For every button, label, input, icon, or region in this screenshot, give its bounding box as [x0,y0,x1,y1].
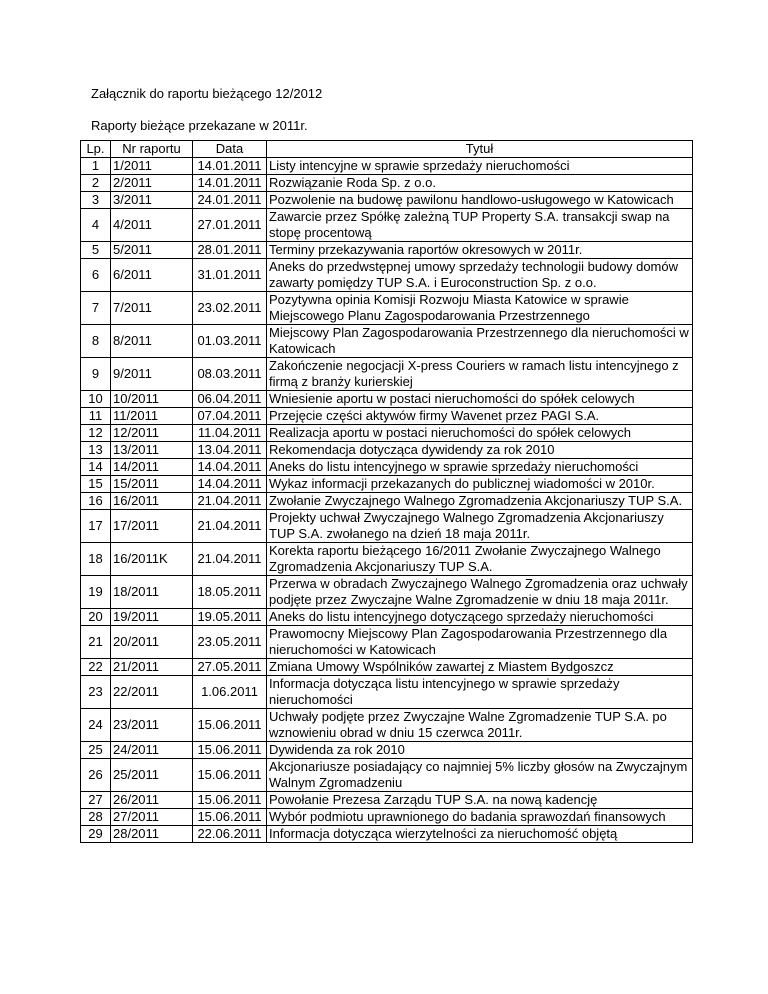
document-subheading: Raporty bieżące przekazane w 2011r. [91,118,308,133]
cell-data: 14.01.2011 [193,175,267,192]
cell-lp: 23 [81,676,111,709]
cell-lp: 16 [81,493,111,510]
table-row [81,158,693,175]
cell-nr-raportu: 9/2011 [111,358,193,391]
cell-nr-raportu: 20/2011 [111,626,193,659]
cell-lp: 26 [81,759,111,792]
cell-tytul: Informacja dotycząca listu intencyjnego w sprawie sprzedaży nieruchomości [267,676,693,709]
cell-tytul: Akcjonariusze posiadający co najmniej 5% liczby głosów na Zwyczajnym Walnym Zgromadzeniu [267,759,693,792]
cell-lp: 4 [81,209,111,242]
cell-tytul: Pozytywna opinia Komisji Rozwoju Miasta Katowice w sprawie Miejscowego Planu Zagospodarowania Przestrzennego [267,292,693,325]
cell-data: 28.01.2011 [193,242,267,259]
cell-nr-raportu: 4/2011 [111,209,193,242]
cell-tytul: Zwołanie Zwyczajnego Walnego Zgromadzenia Akcjonariuszy TUP S.A. [267,493,693,510]
cell-nr-raportu: 8/2011 [111,325,193,358]
cell-lp: 10 [81,391,111,408]
table-row [81,175,693,192]
cell-tytul: Wybór podmiotu uprawnionego do badania sprawozdań finansowych [267,809,693,826]
table-row [81,659,693,676]
cell-tytul: Zawarcie przez Spółkę zależną TUP Property S.A. transakcji swap na stopę procentową [267,209,693,242]
table-row [81,709,693,742]
table-row [81,826,693,843]
cell-data: 15.06.2011 [193,792,267,809]
cell-nr-raportu: 11/2011 [111,408,193,425]
cell-tytul: Miejscowy Plan Zagospodarowania Przestrzennego dla nieruchomości w Katowicach [267,325,693,358]
cell-nr-raportu: 12/2011 [111,425,193,442]
cell-tytul: Zmiana Umowy Wspólników zawartej z Miastem Bydgoszcz [267,659,693,676]
cell-nr-raportu: 26/2011 [111,792,193,809]
cell-tytul: Listy intencyjne w sprawie sprzedaży nieruchomości [267,158,693,175]
cell-data: 18.05.2011 [193,576,267,609]
cell-lp: 1 [81,158,111,175]
table-row [81,442,693,459]
cell-data: 21.04.2011 [193,510,267,543]
cell-nr-raportu: 2/2011 [111,175,193,192]
cell-tytul: Powołanie Prezesa Zarządu TUP S.A. na nową kadencję [267,792,693,809]
table-row [81,609,693,626]
cell-lp: 7 [81,292,111,325]
cell-lp: 12 [81,425,111,442]
table-row [81,676,693,709]
table-row [81,543,693,576]
cell-data: 23.02.2011 [193,292,267,325]
cell-data: 01.03.2011 [193,325,267,358]
cell-data: 11.04.2011 [193,425,267,442]
cell-data: 1.06.2011 [193,676,267,709]
cell-nr-raportu: 1/2011 [111,158,193,175]
cell-tytul: Rozwiązanie Roda Sp. z o.o. [267,175,693,192]
cell-lp: 18 [81,543,111,576]
cell-nr-raportu: 16/2011 [111,493,193,510]
cell-data: 13.04.2011 [193,442,267,459]
table-row [81,292,693,325]
cell-lp: 13 [81,442,111,459]
cell-nr-raportu: 3/2011 [111,192,193,209]
table-row [81,259,693,292]
cell-data: 08.03.2011 [193,358,267,391]
document-heading: Załącznik do raportu bieżącego 12/2012 [91,86,323,101]
cell-data: 15.06.2011 [193,742,267,759]
cell-lp: 24 [81,709,111,742]
cell-data: 06.04.2011 [193,391,267,408]
header-tytul: Tytuł [267,141,693,158]
table-row [81,742,693,759]
cell-lp: 27 [81,792,111,809]
cell-tytul: Dywidenda za rok 2010 [267,742,693,759]
table-row [81,476,693,493]
cell-nr-raportu: 24/2011 [111,742,193,759]
reports-table [80,140,693,843]
cell-tytul: Realizacja aportu w postaci nieruchomości do spółek celowych [267,425,693,442]
cell-tytul: Terminy przekazywania raportów okresowych w 2011r. [267,242,693,259]
cell-data: 15.06.2011 [193,759,267,792]
cell-lp: 11 [81,408,111,425]
cell-lp: 3 [81,192,111,209]
cell-data: 21.04.2011 [193,543,267,576]
table-row [81,192,693,209]
cell-tytul: Zakończenie negocjacji X-press Couriers w ramach listu intencyjnego z firmą z branży kurierskiej [267,358,693,391]
header-data: Data [193,141,267,158]
cell-data: 15.06.2011 [193,809,267,826]
cell-lp: 14 [81,459,111,476]
table-row [81,209,693,242]
cell-tytul: Prawomocny Miejscowy Plan Zagospodarowania Przestrzennego dla nieruchomości w Katowicach [267,626,693,659]
cell-data: 19.05.2011 [193,609,267,626]
cell-tytul: Przejęcie części aktywów firmy Wavenet przez PAGI S.A. [267,408,693,425]
cell-tytul: Rekomendacja dotycząca dywidendy za rok 2010 [267,442,693,459]
cell-tytul: Aneks do przedwstępnej umowy sprzedaży technologii budowy domów zawarty pomiędzy TUP S.A. i Euroconstruction Sp. z o.o. [267,259,693,292]
cell-nr-raportu: 23/2011 [111,709,193,742]
cell-data: 15.06.2011 [193,709,267,742]
cell-nr-raportu: 14/2011 [111,459,193,476]
header-lp: Lp. [81,141,111,158]
table-row [81,391,693,408]
table-row [81,792,693,809]
cell-lp: 5 [81,242,111,259]
cell-tytul: Pozwolenie na budowę pawilonu handlowo-usługowego w Katowicach [267,192,693,209]
table-row [81,408,693,425]
cell-nr-raportu: 28/2011 [111,826,193,843]
cell-data: 24.01.2011 [193,192,267,209]
table-row [81,759,693,792]
cell-lp: 20 [81,609,111,626]
cell-data: 27.05.2011 [193,659,267,676]
cell-lp: 2 [81,175,111,192]
cell-data: 23.05.2011 [193,626,267,659]
cell-tytul: Projekty uchwał Zwyczajnego Walnego Zgromadzenia Akcjonariuszy TUP S.A. zwołanego na dzień 18 maja 2011r. [267,510,693,543]
cell-lp: 17 [81,510,111,543]
cell-lp: 29 [81,826,111,843]
cell-lp: 19 [81,576,111,609]
table-header-row [81,141,693,158]
table-row [81,358,693,391]
cell-lp: 6 [81,259,111,292]
cell-nr-raportu: 5/2011 [111,242,193,259]
cell-lp: 28 [81,809,111,826]
table-row [81,242,693,259]
cell-tytul: Aneks do listu intencyjnego w sprawie sprzedaży nieruchomości [267,459,693,476]
table-row [81,425,693,442]
cell-tytul: Przerwa w obradach Zwyczajnego Walnego Zgromadzenia oraz uchwały podjęte przez Zwyczajne Walne Zgromadzenie w dniu 18 maja 2011r. [267,576,693,609]
cell-tytul: Wniesienie aportu w postaci nieruchomości do spółek celowych [267,391,693,408]
cell-data: 27.01.2011 [193,209,267,242]
cell-lp: 25 [81,742,111,759]
table-row [81,459,693,476]
cell-nr-raportu: 17/2011 [111,510,193,543]
cell-lp: 21 [81,626,111,659]
cell-nr-raportu: 10/2011 [111,391,193,408]
cell-data: 14.04.2011 [193,459,267,476]
cell-nr-raportu: 22/2011 [111,676,193,709]
table-body [81,158,693,843]
cell-tytul: Aneks do listu intencyjnego dotyczącego sprzedaży nieruchomości [267,609,693,626]
cell-data: 21.04.2011 [193,493,267,510]
cell-data: 22.06.2011 [193,826,267,843]
cell-nr-raportu: 13/2011 [111,442,193,459]
cell-tytul: Uchwały podjęte przez Zwyczajne Walne Zgromadzenie TUP S.A. po wznowieniu obrad w dniu 15 czerwca 2011r. [267,709,693,742]
header-nr-raportu: Nr raportu [111,141,193,158]
cell-tytul: Informacja dotycząca wierzytelności za nieruchomość objętą [267,826,693,843]
table-row [81,626,693,659]
cell-data: 07.04.2011 [193,408,267,425]
cell-lp: 22 [81,659,111,676]
cell-nr-raportu: 6/2011 [111,259,193,292]
cell-lp: 8 [81,325,111,358]
cell-lp: 9 [81,358,111,391]
cell-nr-raportu: 15/2011 [111,476,193,493]
cell-lp: 15 [81,476,111,493]
cell-data: 14.01.2011 [193,158,267,175]
cell-nr-raportu: 21/2011 [111,659,193,676]
cell-tytul: Korekta raportu bieżącego 16/2011 Zwołanie Zwyczajnego Walnego Zgromadzenia Akcjonariuszy TUP S.A. [267,543,693,576]
cell-nr-raportu: 25/2011 [111,759,193,792]
cell-nr-raportu: 16/2011K [111,543,193,576]
table-row [81,510,693,543]
cell-nr-raportu: 19/2011 [111,609,193,626]
cell-data: 31.01.2011 [193,259,267,292]
table-row [81,325,693,358]
table-row [81,809,693,826]
cell-nr-raportu: 27/2011 [111,809,193,826]
cell-nr-raportu: 18/2011 [111,576,193,609]
cell-nr-raportu: 7/2011 [111,292,193,325]
table-row [81,493,693,510]
cell-data: 14.04.2011 [193,476,267,493]
table-row [81,576,693,609]
cell-tytul: Wykaz informacji przekazanych do publicznej wiadomości w 2010r. [267,476,693,493]
